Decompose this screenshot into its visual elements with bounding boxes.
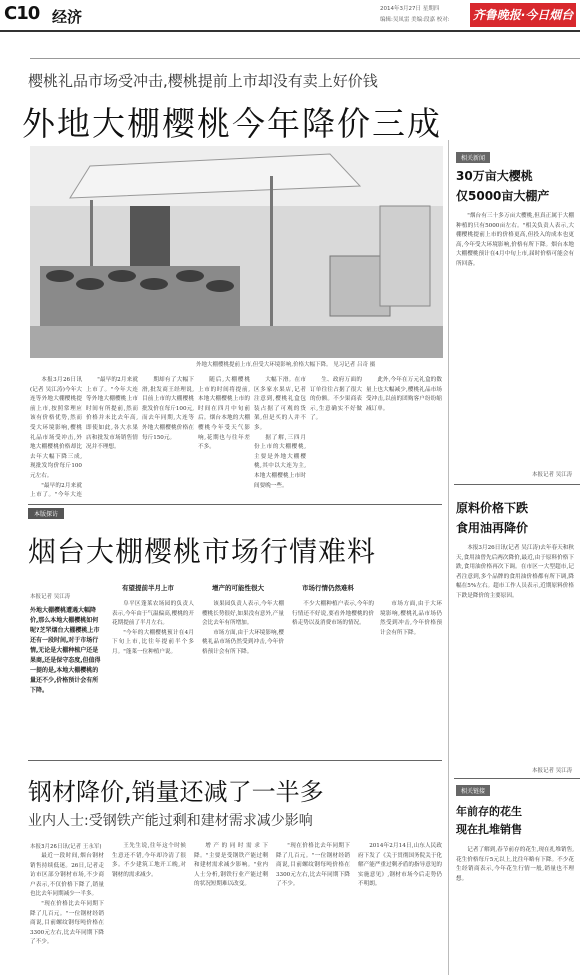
- sidebar-byline: 本报记者 吴江涛: [532, 472, 573, 478]
- lead-column-4: [198, 376, 250, 500]
- section2-column-2: [202, 600, 284, 740]
- sidebar-divider: [448, 140, 449, 975]
- section3-paragraph: "现在价格比去年同期下降了几百元。"一位钢材经销商说,目前螺纹钢每吨价格在3300元左右,比去年同期下降了不少。: [276, 843, 350, 888]
- section2-subhead-3: 市场行情仍然难料: [302, 584, 354, 592]
- section2-subhead-2: 增产的可能性很大: [212, 584, 264, 592]
- sidebar-title: [456, 166, 549, 206]
- lead-column-7: [366, 376, 442, 500]
- section3-title: 钢材降价,销量还减了一半多: [28, 778, 324, 806]
- side2-paragraph: 本报3月26日讯(记者 吴江涛)去年春天和秋天,食用油曾先后两次降价,最近,由于原料价格下跌,食用油价格再次下调。在市区一大型超市,记者注意到,多个品牌的食用油价格都有所下调,降幅在5%左右。超市工作人员表示,近期原料价格下跌是降价的主要原因。: [456, 545, 574, 599]
- lead-column-2: [86, 376, 138, 500]
- section3-paragraph: 王先生说,往年这个时候生意还不错,今年却冷清了很多。不少建筑工地开工晚,对钢材的需求减少。: [112, 843, 186, 878]
- side2-byline: 本报记者 吴江涛: [532, 768, 573, 774]
- section2-title: 烟台大棚樱桃市场行情难料: [28, 535, 377, 568]
- sidebar-paragraph: "烟台有三十多万亩大樱桃,但真正属于大棚种植的只有5000亩左右。"相关负责人表示,大棚樱桃提前上市的价格更高,但投入的成本也更高,今年受大环境影响,价格有所下降。烟台本地大棚樱桃预计在4月中旬上市,届时价格可能会有所回落。: [456, 213, 574, 267]
- side3-tag: 相关链接: [456, 785, 490, 796]
- section2-lead: [30, 606, 102, 736]
- lead-paragraph: 本报3月26日讯(记者 吴江涛)今年大连等外地大棚樱桃提前上市,按照常理应该有价格优势,然而受大环境影响,樱桃礼品市场受冲击,外地大棚樱桃价格却比去年大幅下降三成,现批发均价每斤100元左右。: [30, 377, 82, 479]
- section3-column-1: [30, 852, 104, 972]
- section2-rule: [28, 504, 442, 505]
- side3-body: [456, 846, 574, 972]
- section-name: 经济: [52, 8, 83, 26]
- lead-paragraph: "最早的2月来就上市了。"今年大连: [30, 482, 82, 499]
- lead-column-5: [254, 376, 306, 500]
- lead-paragraph: 大幅下滑。在市区多家水果店,记者注意到,樱桃礼盒包装占据了可观的货架,但是买的人并不多。: [254, 377, 306, 431]
- section3-paragraph: 2014年2月14日,山东人民政府下发了《关于贯彻国务院关于化解产能严重过剩矛盾的指导意见的实施意见》,钢材市场今后走势仍不明朗。: [358, 843, 442, 888]
- lead-column-3: [142, 376, 194, 500]
- lead-paragraph: 生、政府万面的订单往往占据了很大的份额。不少果商表示,生意确实不好做了。: [310, 377, 362, 422]
- lead-paragraph: 此外,今年在万元礼盒的数量上也大幅减少,樱桃礼品市场受冲击,以前的团购客户纷纷缩减订单。: [366, 377, 442, 412]
- sidebar-rule: [454, 484, 580, 485]
- side3-title-text: 年前存的花生 现在扎堆销售: [456, 805, 522, 836]
- section2-paragraph: 不少大棚种植户表示,今年的行情还不好说,要看外地樱桃的价格走势以及消费市场的情况。: [292, 601, 374, 627]
- section2-paragraph: 市场方面,由于大环境影响,樱桃礼品市场仍然受到冲击,今年价格预计会有所下降。: [202, 629, 284, 655]
- lead-paragraph: 期却有了大幅下滑,批发商王经理说,目前上市的大棚樱桃批发价在每斤100元,而去年同期,大连等外地大棚樱桃价格在每斤150元。: [142, 377, 194, 441]
- masthead-divider: [0, 30, 580, 32]
- section3-rule: [28, 760, 442, 761]
- section3-paragraph: 最近一段时间,烟台钢材销售持续低迷。26日,记者走访市区部分钢材市场,不少商户表示,不仅价格下降了,销量也比去年同期减少一半多。: [30, 853, 104, 898]
- section2-byline: 本报记者 吴江涛: [30, 594, 71, 600]
- side2-title: [456, 498, 528, 538]
- section2-tag: 本版探访: [28, 508, 64, 519]
- section2-column-1: [112, 600, 194, 740]
- lead-title: 外地大棚樱桃今年降价三成: [22, 104, 442, 143]
- masthead: [0, 0, 580, 34]
- section3-paragraph: 增产的同时需求下降。"主要是受钢铁产能过剩和建材需求减少影响。"业内人士分析,钢铁行业产能过剩的状况短期难以改变。: [194, 843, 268, 888]
- sidebar-body: [456, 212, 574, 462]
- sidebar-tag: 相关新闻: [456, 152, 490, 163]
- side2-title-text: 原料价格下跌 食用油再降价: [456, 501, 529, 535]
- side3-title: [456, 803, 522, 839]
- section2-paragraph: 阜平区蓬莱农场园的负责人表示,今年由于气温偏高,樱桃的开花期提前了半月左右。: [112, 601, 194, 627]
- section2-subhead-1: 有望提前半月上市: [122, 584, 174, 592]
- section3-paragraph: "现在价格比去年同期下降了几百元。"一位钢材经销商说,目前螺纹钢每吨价格在3300元左右,比去年同期下降了不少。: [30, 900, 104, 946]
- lead-column-1: [30, 376, 82, 500]
- section2-paragraph: 市场方面,由于大环境影响,樱桃礼品市场仍然受到冲击,今年价格预计会有所下降。: [380, 601, 442, 636]
- lead-kicker: 樱桃礼品市场受冲击,樱桃提前上市却没有卖上好价钱: [28, 72, 378, 90]
- editors-line: 编辑:吴凤雷 美编:段嘉 校对:: [380, 17, 450, 23]
- section2-column-3: [292, 600, 374, 740]
- section3-column-4: [276, 842, 350, 972]
- side2-body: [456, 544, 574, 764]
- photo-caption: 外地大棚樱桃提前上市,但受大环境影响,价格大幅下降。 见习记者 吕奇 摄: [196, 362, 376, 368]
- section3-subtitle: 业内人士:受钢铁产能过剩和建材需求减少影响: [28, 813, 313, 829]
- section2-lead-text: 外地大棚樱桃遭遇大幅降价,那么本地大棚樱桃如何呢?芝罘烟台大棚樱桃上市还有一段时间,对于市场行情,无论是大棚种植户还是果商,还是保守态度,但值得一提的是,本地大棚樱桃的量还不少,价格预计会有所下降。: [30, 607, 101, 694]
- section3-byline: 本报3月26日讯(记者 王永军): [30, 844, 102, 850]
- section2-paragraph: 该果园负责人表示,今年大棚樱桃长势很好,如果没有意外,产量会比去年有所增加。: [202, 601, 284, 627]
- section2-paragraph: "今年的大棚樱桃预计在4月下旬上市,比往年提前半个多月。"蓬莱一位种植户说。: [112, 629, 194, 655]
- sidebar-title-text: 30万亩大樱桃 仅5000亩大棚产: [456, 169, 550, 203]
- lead-column-6: [310, 376, 362, 500]
- section3-column-5: [358, 842, 442, 972]
- side3-paragraph: 记者了解到,春节前存的花生,现在扎堆销售,花生价格每斤5元以上,比往年略有下降。不少花生经销商表示,今年花生行情一般,销量也不理想。: [456, 847, 574, 882]
- page-number: C10: [4, 3, 40, 24]
- header-rule: [30, 58, 580, 59]
- section2-column-4: [380, 600, 442, 740]
- lead-paragraph: "最早的2月来就上市了。"今年大连等外地大棚樱桃上市时间有所提前,然而价格并未比去年高,即使如此,各大水果店和批发市场销售情况并不理想。: [86, 377, 138, 451]
- market-stall-illustration: [30, 146, 443, 358]
- issue-date: 2014年3月27日 星期四: [380, 6, 440, 12]
- section3-column-2: [112, 842, 186, 972]
- lead-paragraph: 随后,大棚樱桃上市的时间将提前,本地大棚樱桃上市的时间在四月中旬前后。烟台本地的大棚樱桃今年受天气影响,花期也与往年差不多。: [198, 377, 250, 451]
- newspaper-logo: 齐鲁晚报·今日烟台: [470, 3, 576, 27]
- side2-rule: [454, 778, 580, 779]
- lead-photo: [30, 146, 443, 358]
- section3-column-3: [194, 842, 268, 972]
- lead-paragraph: 据了解,三四月份上市的大棚樱桃,主要是外地大棚樱桃,其中以大连为主,本地大棚樱桃上市时间要晚一些。: [254, 434, 306, 489]
